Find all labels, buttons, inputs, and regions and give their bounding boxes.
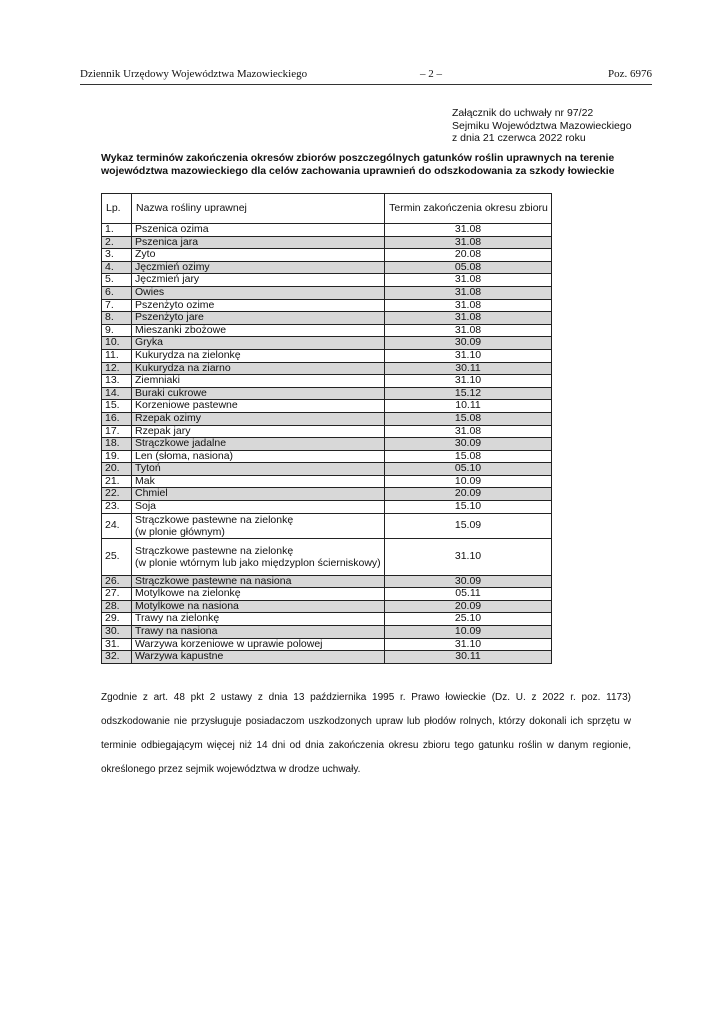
row-lp: 9. (102, 324, 132, 337)
document-title (101, 152, 661, 178)
row-harvest-date: 05.11 (385, 588, 552, 601)
row-crop-name: Tytoń (132, 463, 385, 476)
row-crop-name: Żyto (132, 249, 385, 262)
row-harvest-date: 15.12 (385, 387, 552, 400)
row-crop-name: Kukurydza na ziarno (132, 362, 385, 375)
row-crop-name: Pszenica ozima (132, 224, 385, 237)
row-harvest-date: 31.08 (385, 286, 552, 299)
row-crop-name: Len (słoma, nasiona) (132, 450, 385, 463)
row-crop-name: Pszenżyto jare (132, 312, 385, 325)
row-harvest-date: 10.09 (385, 475, 552, 488)
row-harvest-date: 15.09 (385, 513, 552, 538)
row-lp: 14. (102, 387, 132, 400)
row-crop-name: Warzywa korzeniowe w uprawie polowej (132, 638, 385, 651)
row-lp: 8. (102, 312, 132, 325)
page-header (80, 66, 652, 85)
row-crop-name: Soja (132, 501, 385, 514)
table-row (102, 600, 552, 613)
table-header-row (102, 194, 552, 224)
table-body (102, 224, 552, 664)
table-row (102, 638, 552, 651)
table-row (102, 501, 552, 514)
row-lp: 7. (102, 299, 132, 312)
table-row (102, 538, 552, 575)
row-crop-name: Trawy na nasiona (132, 626, 385, 639)
legal-note (101, 686, 631, 782)
row-harvest-date: 15.08 (385, 412, 552, 425)
row-harvest-date: 30.09 (385, 438, 552, 451)
row-lp: 22. (102, 488, 132, 501)
harvest-deadlines-table (101, 193, 552, 664)
header-harvest-date: Termin zakończenia okresu zbioru (385, 194, 552, 224)
header-crop-name: Nazwa rośliny uprawnej (132, 194, 385, 224)
row-lp: 18. (102, 438, 132, 451)
row-lp: 12. (102, 362, 132, 375)
table-row (102, 286, 552, 299)
row-harvest-date: 30.11 (385, 362, 552, 375)
row-harvest-date: 30.09 (385, 575, 552, 588)
table-row (102, 387, 552, 400)
row-crop-name (132, 513, 385, 538)
row-crop-name: Mak (132, 475, 385, 488)
annex-reference (452, 107, 632, 145)
row-crop-name: Motylkowe na zielonkę (132, 588, 385, 601)
table-row (102, 575, 552, 588)
row-lp: 32. (102, 651, 132, 664)
page-number: – 2 – (420, 68, 442, 80)
row-lp: 13. (102, 375, 132, 388)
row-lp: 19. (102, 450, 132, 463)
crop-name-line-1: Strączkowe pastewne na zielonkę (135, 513, 294, 526)
row-crop-name: Warzywa kapustne (132, 651, 385, 664)
row-lp: 5. (102, 274, 132, 287)
row-harvest-date: 20.09 (385, 600, 552, 613)
row-harvest-date: 05.08 (385, 261, 552, 274)
crop-name-line-2: (w plonie wtórnym lub jako międzyplon ścierniskowy) (135, 556, 381, 569)
row-lp: 20. (102, 463, 132, 476)
row-harvest-date: 30.11 (385, 651, 552, 664)
row-harvest-date: 31.08 (385, 324, 552, 337)
row-harvest-date: 15.08 (385, 450, 552, 463)
row-crop-name: Mieszanki zbożowe (132, 324, 385, 337)
table-row (102, 588, 552, 601)
table-row (102, 613, 552, 626)
row-harvest-date: 31.10 (385, 349, 552, 362)
row-harvest-date: 31.08 (385, 274, 552, 287)
row-lp: 11. (102, 349, 132, 362)
row-lp: 29. (102, 613, 132, 626)
table-row (102, 400, 552, 413)
table-row (102, 488, 552, 501)
table-row (102, 249, 552, 262)
table-row (102, 651, 552, 664)
row-crop-name: Ziemniaki (132, 375, 385, 388)
row-crop-name: Kukurydza na zielonkę (132, 349, 385, 362)
row-lp: 26. (102, 575, 132, 588)
row-crop-name: Gryka (132, 337, 385, 350)
row-crop-name: Jęczmień jary (132, 274, 385, 287)
row-crop-name (132, 538, 385, 575)
row-crop-name: Chmiel (132, 488, 385, 501)
row-harvest-date: 25.10 (385, 613, 552, 626)
crop-name-line-1: Strączkowe pastewne na zielonkę (135, 544, 294, 557)
table-row (102, 236, 552, 249)
table-row (102, 412, 552, 425)
annex-line-2: Sejmiku Województwa Mazowieckiego (452, 119, 632, 132)
row-lp: 23. (102, 501, 132, 514)
row-crop-name: Strączkowe jadalne (132, 438, 385, 451)
table-row (102, 312, 552, 325)
row-harvest-date: 05.10 (385, 463, 552, 476)
row-harvest-date: 31.08 (385, 312, 552, 325)
row-lp: 17. (102, 425, 132, 438)
row-crop-name: Pszenżyto ozime (132, 299, 385, 312)
title-line-2: województwa mazowieckiego dla celów zachowania uprawnień do odszkodowania za szkody łowieckie (101, 165, 615, 177)
table-row (102, 299, 552, 312)
row-lp: 10. (102, 337, 132, 350)
row-lp: 15. (102, 400, 132, 413)
table-row (102, 626, 552, 639)
row-lp: 1. (102, 224, 132, 237)
row-lp: 27. (102, 588, 132, 601)
journal-title: Dziennik Urzędowy Województwa Mazowieckiego (80, 68, 308, 80)
row-lp: 4. (102, 261, 132, 274)
row-lp: 31. (102, 638, 132, 651)
table-row (102, 438, 552, 451)
row-harvest-date: 31.10 (385, 638, 552, 651)
table-row (102, 337, 552, 350)
row-lp: 24. (102, 513, 132, 538)
row-crop-name: Trawy na zielonkę (132, 613, 385, 626)
row-crop-name: Rzepak ozimy (132, 412, 385, 425)
row-harvest-date: 20.09 (385, 488, 552, 501)
table-row (102, 261, 552, 274)
row-lp: 21. (102, 475, 132, 488)
row-lp: 3. (102, 249, 132, 262)
row-crop-name: Korzeniowe pastewne (132, 400, 385, 413)
table-row (102, 274, 552, 287)
table-row (102, 450, 552, 463)
row-lp: 2. (102, 236, 132, 249)
row-harvest-date: 31.10 (385, 538, 552, 575)
row-lp: 16. (102, 412, 132, 425)
row-crop-name: Jęczmień ozimy (132, 261, 385, 274)
row-harvest-date: 31.08 (385, 425, 552, 438)
row-lp: 28. (102, 600, 132, 613)
row-harvest-date: 20.08 (385, 249, 552, 262)
row-lp: 6. (102, 286, 132, 299)
row-crop-name: Rzepak jary (132, 425, 385, 438)
legal-note-text: Zgodnie z art. 48 pkt 2 ustawy z dnia 13 października 1995 r. Prawo łowieckie (Dz. U. z 2022 r. poz. 1173) odszkodowanie nie przysługuje posiadaczom uszkodzonych upraw lub płodów rolnych, którzy dokonali ich sprzętu w terminie odbiegającym więcej niż 14 dni od dnia zakończenia okresu zbioru tego gatunku roślin w danym regionie, określonego przez sejmik województwa w drodze uchwały. (101, 692, 631, 775)
table-row (102, 463, 552, 476)
row-lp: 30. (102, 626, 132, 639)
annex-line-3: z dnia 21 czerwca 2022 roku (452, 132, 586, 144)
row-harvest-date: 15.10 (385, 501, 552, 514)
row-crop-name: Buraki cukrowe (132, 387, 385, 400)
row-lp: 25. (102, 538, 132, 575)
row-harvest-date: 10.11 (385, 400, 552, 413)
title-line-1: Wykaz terminów zakończenia okresów zbiorów poszczególnych gatunków roślin uprawnych na terenie (101, 152, 615, 164)
table-row (102, 425, 552, 438)
row-harvest-date: 31.08 (385, 299, 552, 312)
table-row (102, 475, 552, 488)
table-row (102, 324, 552, 337)
table-row (102, 349, 552, 362)
table-row (102, 224, 552, 237)
row-crop-name: Strączkowe pastewne na nasiona (132, 575, 385, 588)
row-harvest-date: 31.08 (385, 224, 552, 237)
table-row (102, 513, 552, 538)
row-crop-name: Motylkowe na nasiona (132, 600, 385, 613)
crop-name-line-2: (w plonie głównym) (135, 525, 225, 538)
row-harvest-date: 10.09 (385, 626, 552, 639)
position-number: Poz. 6976 (608, 68, 652, 80)
table-row (102, 375, 552, 388)
row-harvest-date: 31.10 (385, 375, 552, 388)
annex-line-1: Załącznik do uchwały nr 97/22 (452, 107, 594, 119)
row-harvest-date: 30.09 (385, 337, 552, 350)
header-lp: Lp. (102, 194, 132, 224)
row-crop-name: Owies (132, 286, 385, 299)
row-crop-name: Pszenica jara (132, 236, 385, 249)
table-row (102, 362, 552, 375)
row-harvest-date: 31.08 (385, 236, 552, 249)
